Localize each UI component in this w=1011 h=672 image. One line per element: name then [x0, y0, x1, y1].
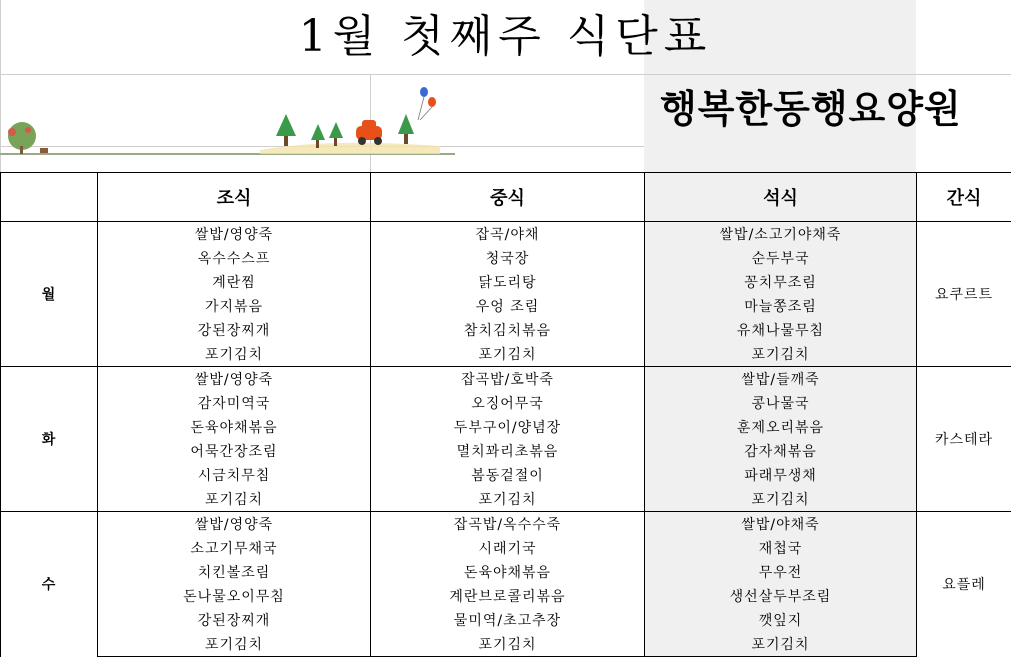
table-header-row	[1, 173, 1011, 222]
snack-item: 카스테라	[917, 367, 1011, 512]
breakfast-item: 치킨볼조림	[98, 560, 371, 584]
table-row	[1, 463, 1011, 487]
table-row	[1, 367, 1011, 392]
countryside-illustration	[0, 80, 460, 160]
lunch-item: 청국장	[371, 246, 645, 270]
lunch-item: 참치김치볶음	[371, 318, 645, 342]
breakfast-item: 포기김치	[98, 632, 371, 657]
lunch-item: 계란브로콜리볶음	[371, 584, 645, 608]
table-row	[1, 439, 1011, 463]
dinner-item: 포기김치	[645, 342, 917, 367]
dinner-item: 재첩국	[645, 536, 917, 560]
snack-item: 요쿠르트	[917, 222, 1011, 367]
lunch-item: 멸치꽈리초볶음	[371, 439, 645, 463]
dinner-item: 쌀밥/들깨죽	[645, 367, 917, 392]
table-body	[1, 222, 1011, 657]
table-row	[1, 560, 1011, 584]
lunch-item: 두부구이/양념장	[371, 415, 645, 439]
header-dinner: 석식	[645, 173, 917, 222]
table-row	[1, 415, 1011, 439]
table-row	[1, 294, 1011, 318]
table-row	[1, 246, 1011, 270]
dinner-item: 파래무생채	[645, 463, 917, 487]
lunch-item: 잡곡밥/옥수수죽	[371, 512, 645, 537]
lunch-item: 포기김치	[371, 342, 645, 367]
lunch-item: 잡곡밥/호박죽	[371, 367, 645, 392]
lunch-item: 시래기국	[371, 536, 645, 560]
table-row	[1, 270, 1011, 294]
dinner-item: 포기김치	[645, 632, 917, 657]
bush-icon	[8, 122, 48, 154]
breakfast-item: 돈육야채볶음	[98, 415, 371, 439]
header-breakfast: 조식	[98, 173, 371, 222]
breakfast-item: 가지볶음	[98, 294, 371, 318]
table-row	[1, 632, 1011, 657]
lunch-item: 잡곡/야채	[371, 222, 645, 247]
balloons-icon	[418, 87, 436, 120]
day-label: 수	[1, 512, 98, 657]
dinner-item: 깻잎지	[645, 608, 917, 632]
breakfast-item: 포기김치	[98, 487, 371, 512]
lunch-item: 봄동겉절이	[371, 463, 645, 487]
lunch-item: 오징어무국	[371, 391, 645, 415]
breakfast-item: 계란찜	[98, 270, 371, 294]
table-row	[1, 608, 1011, 632]
table-row	[1, 536, 1011, 560]
breakfast-item: 쌀밥/영양죽	[98, 367, 371, 392]
table-row	[1, 342, 1011, 367]
breakfast-item: 쌀밥/영양죽	[98, 512, 371, 537]
lunch-item: 포기김치	[371, 487, 645, 512]
breakfast-item: 쌀밥/영양죽	[98, 222, 371, 247]
dinner-item: 순두부국	[645, 246, 917, 270]
breakfast-item: 감자미역국	[98, 391, 371, 415]
lunch-item: 돈육야채볶음	[371, 560, 645, 584]
car-icon	[356, 120, 382, 145]
lunch-item: 닭도리탕	[371, 270, 645, 294]
dinner-item: 유채나물무침	[645, 318, 917, 342]
breakfast-item: 포기김치	[98, 342, 371, 367]
divider	[0, 74, 1011, 75]
header-lunch: 중식	[371, 173, 645, 222]
meal-table	[0, 172, 1011, 657]
dinner-item: 감자채볶음	[645, 439, 917, 463]
dinner-item: 포기김치	[645, 487, 917, 512]
tree-icon	[276, 114, 414, 148]
dinner-item: 쌀밥/소고기야채죽	[645, 222, 917, 247]
breakfast-item: 옥수수스프	[98, 246, 371, 270]
day-label: 월	[1, 222, 98, 367]
breakfast-item: 어묵간장조림	[98, 439, 371, 463]
table-row	[1, 512, 1011, 537]
table-row	[1, 487, 1011, 512]
dinner-item: 무우전	[645, 560, 917, 584]
dinner-item: 쌀밥/야채죽	[645, 512, 917, 537]
dinner-item: 마늘쫑조림	[645, 294, 917, 318]
header-snack: 간식	[917, 173, 1011, 222]
day-label: 화	[1, 367, 98, 512]
dinner-item: 꽁치무조림	[645, 270, 917, 294]
table-row	[1, 318, 1011, 342]
lunch-item: 우엉 조림	[371, 294, 645, 318]
breakfast-item: 강된장찌개	[98, 318, 371, 342]
header-day	[1, 173, 98, 222]
dinner-item: 콩나물국	[645, 391, 917, 415]
dinner-item: 생선살두부조림	[645, 584, 917, 608]
header	[0, 0, 1011, 172]
page-title: 1월 첫째주 식단표	[298, 11, 713, 62]
lunch-item: 물미역/초고추장	[371, 608, 645, 632]
table-row	[1, 584, 1011, 608]
lunch-item: 포기김치	[371, 632, 645, 657]
breakfast-item: 강된장찌개	[98, 608, 371, 632]
table-row	[1, 391, 1011, 415]
breakfast-item: 시금치무침	[98, 463, 371, 487]
snack-item: 요플레	[917, 512, 1011, 657]
breakfast-item: 소고기무채국	[98, 536, 371, 560]
organization-name: 행복한동행요양원	[660, 87, 962, 131]
table-row	[1, 222, 1011, 247]
dinner-item: 훈제오리볶음	[645, 415, 917, 439]
breakfast-item: 돈나물오이무침	[98, 584, 371, 608]
